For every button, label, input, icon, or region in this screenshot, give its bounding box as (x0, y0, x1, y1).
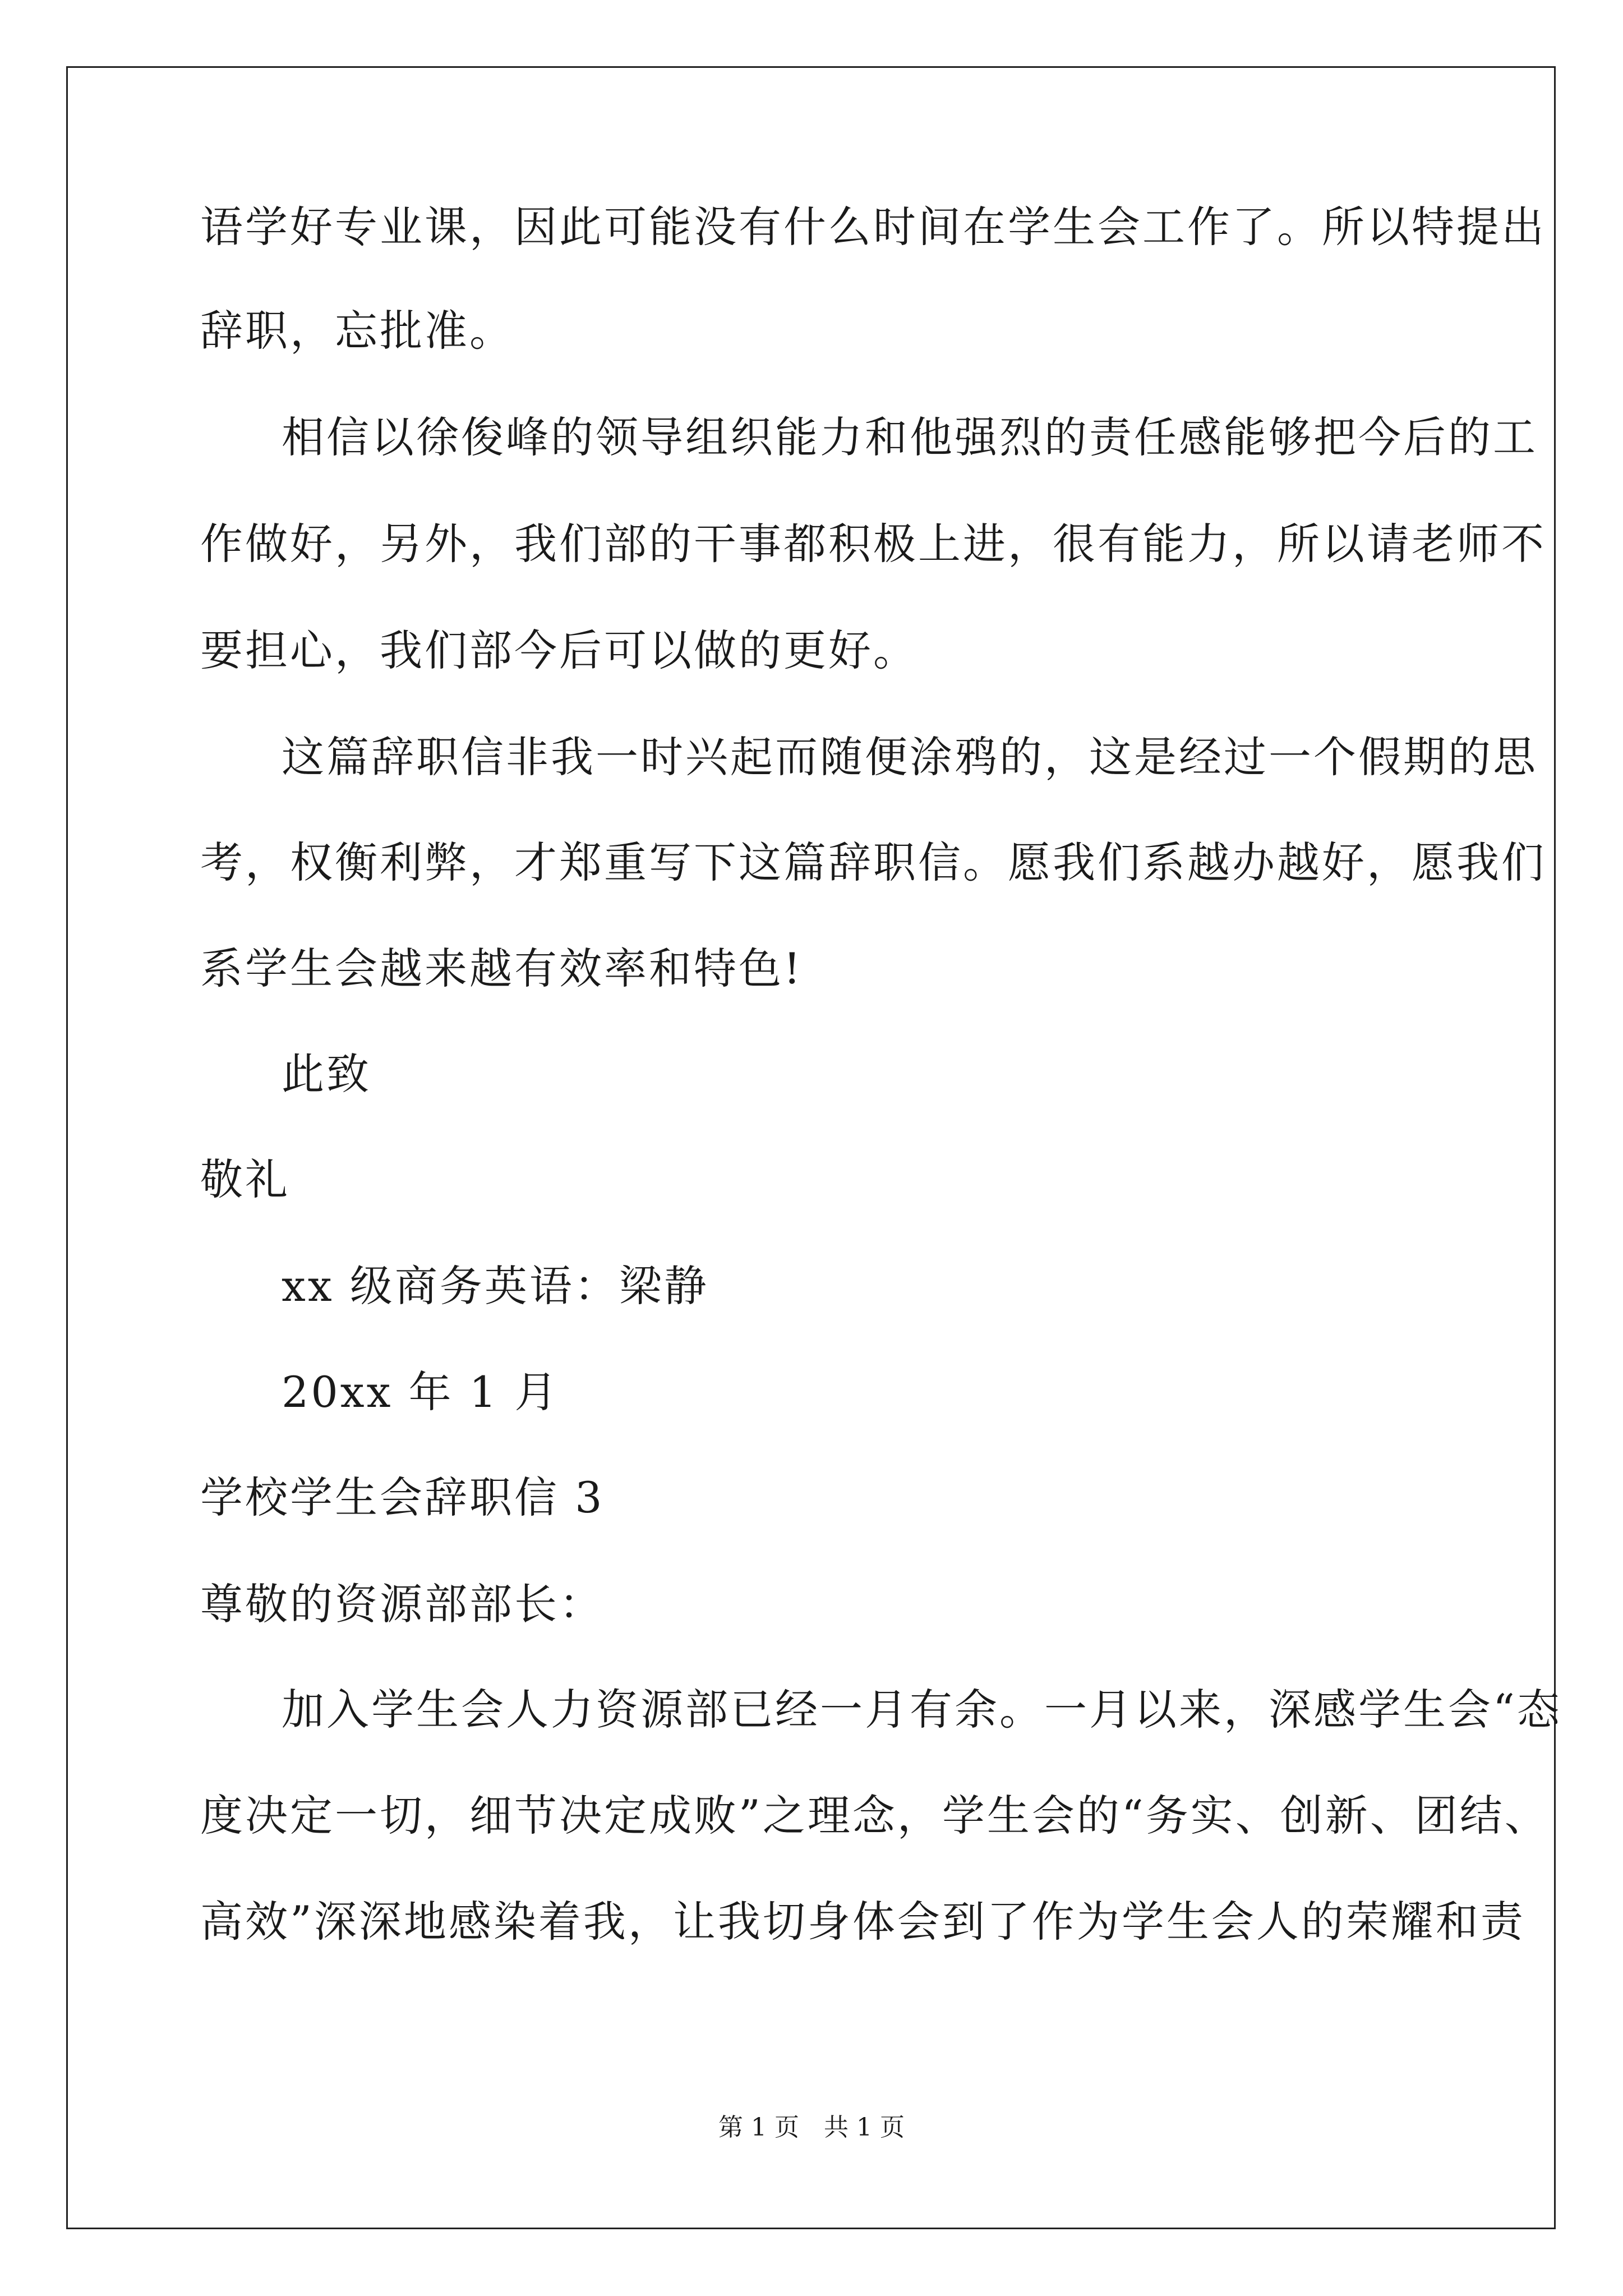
body-line-1: 语学好专业课，因此可能没有什么时间在学生会工作了。所以特提出 (200, 202, 1546, 252)
closing-regards: 敬礼 (200, 1154, 290, 1204)
body-line-5: 要担心，我们部今后可以做的更好。 (200, 625, 918, 675)
date-line: 20xx 年 1 月 (282, 1367, 560, 1417)
signature-line: xx 级商务英语：梁静 (282, 1261, 709, 1311)
body-line-8: 系学生会越来越有效率和特色! (200, 944, 803, 993)
page-number: 第 1 页 (718, 2113, 799, 2142)
body-line-4: 作做好，另外，我们部的干事都积极上进，很有能力，所以请老师不 (200, 519, 1546, 569)
recipient-line: 尊敬的资源部部长： (200, 1579, 604, 1629)
page-footer (0, 2111, 1623, 2145)
body-line-17: 高效”深深地感染着我，让我切身体会到了作为学生会人的荣耀和责 (200, 1897, 1525, 1947)
body-line-15: 加入学生会人力资源部已经一月有余。一月以来，深感学生会“态 (282, 1685, 1562, 1734)
body-line-3: 相信以徐俊峰的领导组织能力和他强烈的责任感能够把今后的工 (282, 412, 1538, 462)
section-title: 学校学生会辞职信 3 (200, 1473, 605, 1522)
closing-salutation: 此致 (282, 1049, 371, 1099)
body-line-2: 辞职，忘批准。 (200, 306, 514, 356)
body-line-16: 度决定一切，细节决定成败”之理念，学生会的“务实、创新、团结、 (200, 1791, 1550, 1841)
body-line-7: 考，权衡利弊，才郑重写下这篇辞职信。愿我们系越办越好，愿我们 (200, 838, 1546, 887)
page-total: 共 1 页 (824, 2113, 905, 2142)
body-line-6: 这篇辞职信非我一时兴起而随便涂鸦的，这是经过一个假期的思 (282, 732, 1538, 782)
